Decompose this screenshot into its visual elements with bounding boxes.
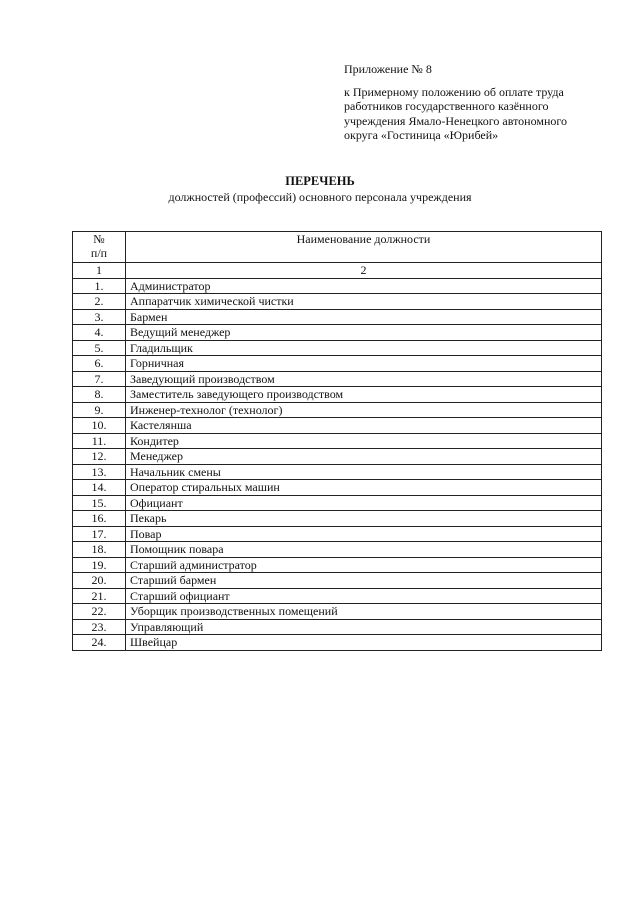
position-name-cell: Начальник смены	[126, 464, 602, 480]
table-row	[73, 402, 602, 418]
column-number-cell: 2	[126, 263, 602, 279]
positions-table	[72, 231, 602, 651]
table-row	[73, 619, 602, 635]
row-number-cell: 1.	[73, 278, 126, 294]
appendix-block	[344, 62, 614, 143]
row-number-cell: 2.	[73, 294, 126, 310]
table-row	[73, 340, 602, 356]
position-name-cell: Гладильщик	[126, 340, 602, 356]
column-number-row	[73, 263, 602, 279]
position-name-cell: Старший администратор	[126, 557, 602, 573]
row-number-cell: 9.	[73, 402, 126, 418]
row-number-cell: 23.	[73, 619, 126, 635]
table-row	[73, 526, 602, 542]
table-header-row	[73, 232, 602, 263]
position-name-cell: Заведующий производством	[126, 371, 602, 387]
position-name-cell: Повар	[126, 526, 602, 542]
appendix-number: Приложение № 8	[344, 62, 432, 76]
position-name-cell: Ведущий менеджер	[126, 325, 602, 341]
header-num-line: №	[93, 232, 105, 246]
row-number-cell: 4.	[73, 325, 126, 341]
appendix-line: работников государственного казённого	[344, 99, 549, 113]
table-row	[73, 356, 602, 372]
row-number-cell: 5.	[73, 340, 126, 356]
table-row	[73, 480, 602, 496]
row-number-cell: 8.	[73, 387, 126, 403]
header-num-line: п/п	[90, 246, 108, 260]
row-number-cell: 13.	[73, 464, 126, 480]
position-name-cell: Швейцар	[126, 635, 602, 651]
appendix-line: учреждения Ямало-Ненецкого автономного	[344, 113, 567, 128]
table-row	[73, 542, 602, 558]
row-number-cell: 7.	[73, 371, 126, 387]
row-number-cell: 19.	[73, 557, 126, 573]
row-number-cell: 6.	[73, 356, 126, 372]
row-number-cell: 16.	[73, 511, 126, 527]
row-number-cell: 17.	[73, 526, 126, 542]
table-row	[73, 557, 602, 573]
table-row	[73, 433, 602, 449]
position-name-cell: Кондитер	[126, 433, 602, 449]
position-name-cell: Пекарь	[126, 511, 602, 527]
table-row	[73, 278, 602, 294]
position-name-cell: Администратор	[126, 278, 602, 294]
row-number-cell: 24.	[73, 635, 126, 651]
table-row	[73, 371, 602, 387]
table-row	[73, 387, 602, 403]
position-name-cell: Помощник повара	[126, 542, 602, 558]
header-name-cell: Наименование должности	[126, 232, 602, 263]
table-row	[73, 449, 602, 465]
table-row	[73, 294, 602, 310]
position-name-cell: Инженер-технолог (технолог)	[126, 402, 602, 418]
position-name-cell: Старший официант	[126, 588, 602, 604]
position-name-cell: Оператор стиральных машин	[126, 480, 602, 496]
table-row	[73, 464, 602, 480]
row-number-cell: 20.	[73, 573, 126, 589]
row-number-cell: 11.	[73, 433, 126, 449]
table-row	[73, 325, 602, 341]
row-number-cell: 21.	[73, 588, 126, 604]
document-subtitle: должностей (профессий) основного персонала учреждения	[168, 190, 472, 204]
row-number-cell: 10.	[73, 418, 126, 434]
position-name-cell: Аппаратчик химической чистки	[126, 294, 602, 310]
appendix-line: округа «Гостиница «Юрибей»	[344, 128, 499, 142]
position-name-cell: Кастелянша	[126, 418, 602, 434]
row-number-cell: 12.	[73, 449, 126, 465]
document-title: ПЕРЕЧЕНЬ	[285, 174, 355, 188]
column-number-cell: 1	[73, 263, 126, 279]
table-row	[73, 309, 602, 325]
position-name-cell: Официант	[126, 495, 602, 511]
table-row	[73, 588, 602, 604]
position-name-cell: Горничная	[126, 356, 602, 372]
table-row	[73, 635, 602, 651]
appendix-line: к Примерному положению об оплате труда	[344, 84, 564, 99]
table-row	[73, 604, 602, 620]
position-name-cell: Старший бармен	[126, 573, 602, 589]
position-name-cell: Заместитель заведующего производством	[126, 387, 602, 403]
row-number-cell: 18.	[73, 542, 126, 558]
position-name-cell: Управляющий	[126, 619, 602, 635]
position-name-cell: Менеджер	[126, 449, 602, 465]
position-name-cell: Уборщик производственных помещений	[126, 604, 602, 620]
position-name-cell: Бармен	[126, 309, 602, 325]
row-number-cell: 22.	[73, 604, 126, 620]
row-number-cell: 15.	[73, 495, 126, 511]
row-number-cell: 14.	[73, 480, 126, 496]
table-row	[73, 418, 602, 434]
table-row	[73, 495, 602, 511]
row-number-cell: 3.	[73, 309, 126, 325]
table-row	[73, 573, 602, 589]
table-row	[73, 511, 602, 527]
header-num-cell	[73, 232, 126, 263]
